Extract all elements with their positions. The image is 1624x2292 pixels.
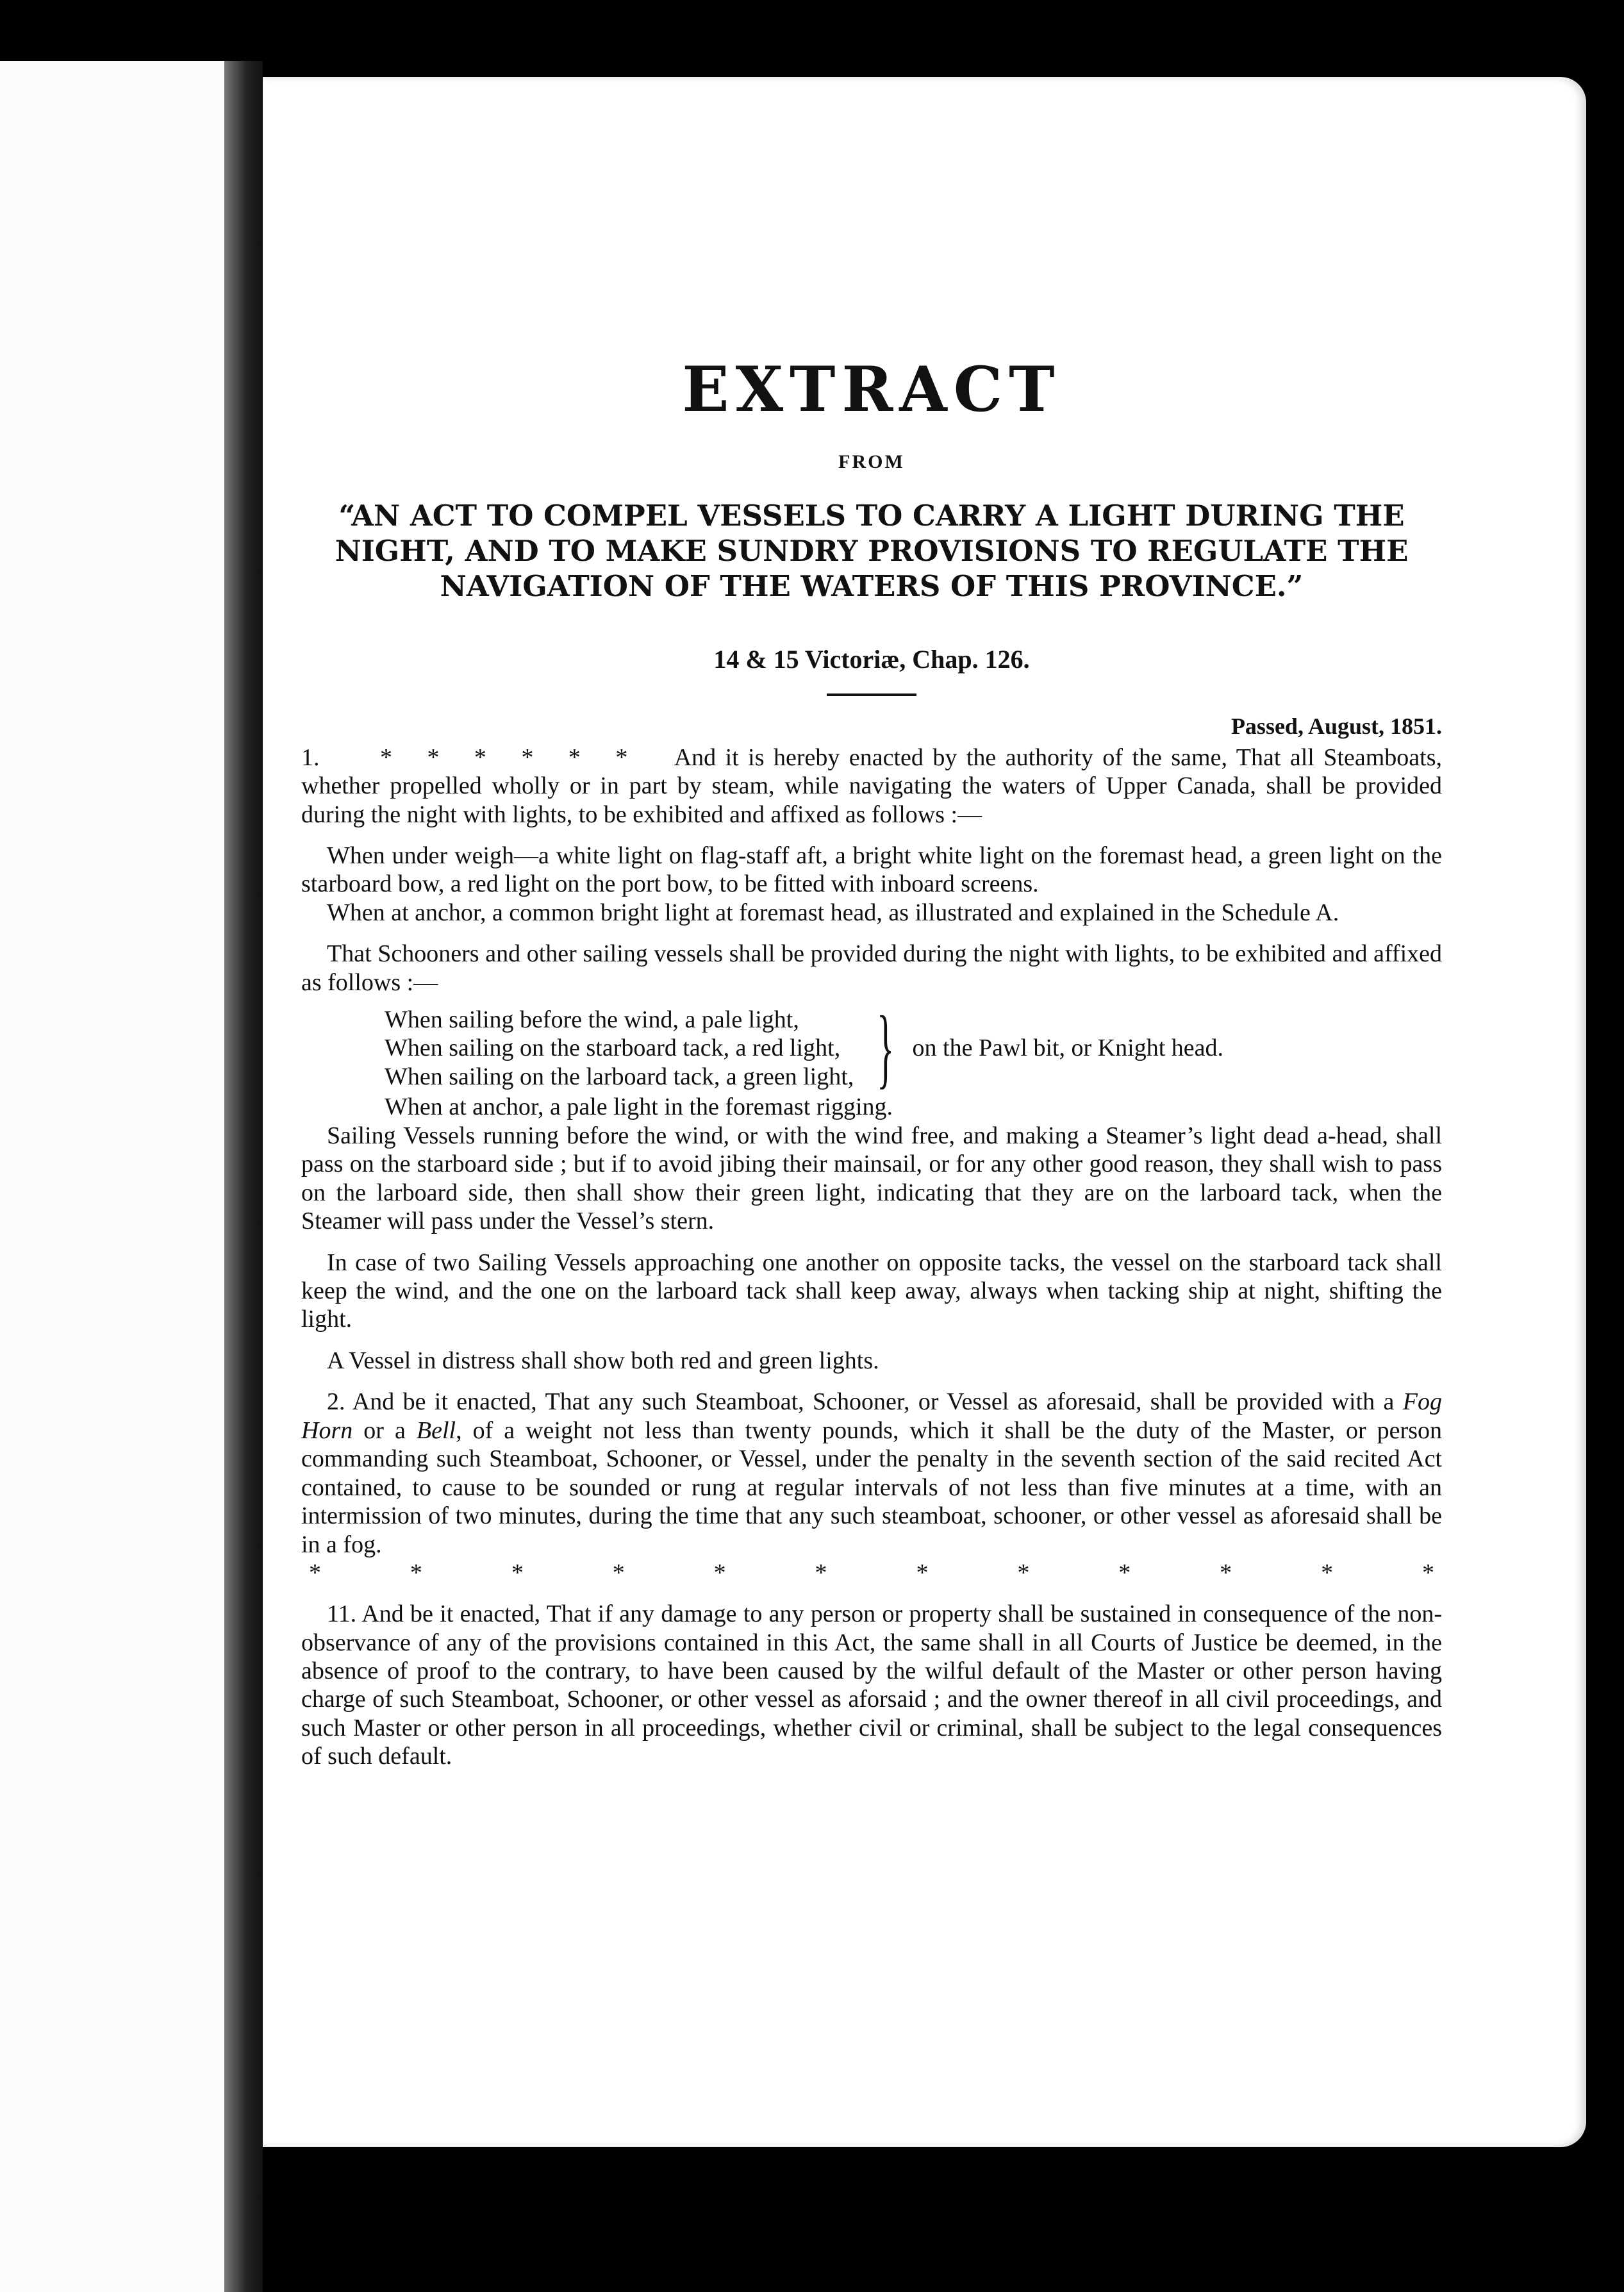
paragraph-running-before: Sailing Vessels running before the wind, or with the wind free, and making a Steamer’s light dead a-head, shall pass on the starboard side ; but if to avoid jibing their mainsail, or for any other good reason, they shall wish to pass on the larboard side, then shall show their green light, indicating that they are on the larboard tack, when the Steamer will pass under the Vessel’s stern. xyxy=(301,1122,1442,1235)
section-2-or: or a xyxy=(352,1416,417,1444)
section-2 xyxy=(301,1388,1442,1559)
star: * xyxy=(1220,1559,1232,1587)
star: * xyxy=(713,1559,726,1587)
star: * xyxy=(1321,1559,1334,1587)
section-2-text-b: , of a weight not less than twenty pounds, which it shall be the duty of the Master, or person commanding such Steamboat, Schooner, or Vessel, under the penalty in the seventh section of the said recited Act contained, to cause to be sounded or rung at regular intervals of not less than five minutes at a time, with an intermission of two minutes, during the time that any such steamboat, schooner, or other vessel as aforesaid shall be in a fog. xyxy=(301,1416,1442,1558)
divider-rule xyxy=(827,693,916,696)
section-1 xyxy=(301,743,1442,829)
left-page xyxy=(0,61,228,2292)
paragraph-distress: A Vessel in distress shall show both red and green lights. xyxy=(327,1347,879,1374)
paragraph-under-weigh: When under weigh—a white light on flag-staff aft, a bright white light on the foremast head, a green light on the starboard bow, a red light on the port bow, to be fitted with inboard screens. xyxy=(301,842,1442,898)
sailing-anchor-line: When at anchor, a pale light in the foremast rigging. xyxy=(385,1093,893,1121)
star: * xyxy=(511,1559,524,1587)
star: * xyxy=(410,1559,422,1587)
section-1-text: And it is hereby enacted by the authority of the same, That all Steamboats, whether propelled wholly or in part by steam, while navigating the waters of Upper Canada, shall be provided during the night with lights, to be exhibited and affixed as follows :— xyxy=(301,743,1442,828)
sailing-lights-lines xyxy=(385,1006,854,1091)
sailing-light-line: When sailing on the starboard tack, a red light, xyxy=(385,1034,841,1062)
document-content xyxy=(301,353,1442,1771)
sailing-lights-list xyxy=(385,998,1442,1098)
star: * xyxy=(916,1559,929,1587)
star: * xyxy=(815,1559,827,1587)
chapter-reference: 14 & 15 Victoriæ, Chap. 126. xyxy=(713,644,1030,674)
from-label: FROM xyxy=(838,451,905,472)
section-1-stars: * * * * * * xyxy=(379,743,641,771)
paragraph-schooners: That Schooners and other sailing vessels shall be provided during the night with lights, to be exhibited and affixed as follows :— xyxy=(301,940,1442,996)
book-spine xyxy=(224,61,263,2292)
sailing-light-line: When sailing before the wind, a pale light, xyxy=(385,1006,799,1033)
brace-target-text: on the Pawl bit, or Knight head. xyxy=(912,1034,1223,1062)
act-title: “AN ACT TO COMPEL VESSELS TO CARRY A LIGHT DURING THE NIGHT, AND TO MAKE SUNDRY PROVISIONS TO REGULATE THE NAVIGATION OF THE WATERS OF THIS PROVINCE.” xyxy=(335,499,1409,603)
star: * xyxy=(1118,1559,1131,1587)
paragraph-at-anchor: When at anchor, a common bright light at foremast head, as illustrated and explained in the Schedule A. xyxy=(327,899,1339,926)
section-1-number: 1. xyxy=(301,743,320,771)
ellipsis-stars xyxy=(301,1559,1442,1587)
paragraph-two-vessels: In case of two Sailing Vessels approaching one another on opposite tacks, the vessel on the starboard tack shall keep the wind, and the one on the larboard tack shall keep away, always when tacking ship at night, shifting the light. xyxy=(301,1249,1442,1333)
star: * xyxy=(612,1559,625,1587)
document-title: EXTRACT xyxy=(682,353,1061,426)
sailing-light-line: When sailing on the larboard tack, a green light, xyxy=(385,1063,854,1090)
curly-brace: } xyxy=(877,998,895,1098)
section-11: 11. And be it enacted, That if any damage to any person or property shall be sustained in consequence of the non-observance of any of the provisions contained in this Act, the same shall in all Courts of Justice be deemed, in the absence of proof to the contrary, to have been caused by the wilful default of the Master or other person having charge of such Steamboat, Schooner, or other vessel as aforsaid ; and the owner thereof in all civil proceedings, and such Master or other person in all proceedings, whether civil or criminal, shall be subject to the legal consequences of such default. xyxy=(301,1600,1442,1770)
passed-date: Passed, August, 1851. xyxy=(1230,713,1442,739)
star: * xyxy=(309,1559,321,1587)
fog-horn-term: Fog Horn xyxy=(301,1388,1442,1444)
section-2-text-a: 2. And be it enacted, That any such Steamboat, Schooner, or Vessel as aforesaid, shall be provided with a xyxy=(327,1388,1403,1416)
star: * xyxy=(1017,1559,1030,1587)
star: * xyxy=(1421,1559,1434,1587)
bell-term: Bell xyxy=(416,1416,456,1444)
